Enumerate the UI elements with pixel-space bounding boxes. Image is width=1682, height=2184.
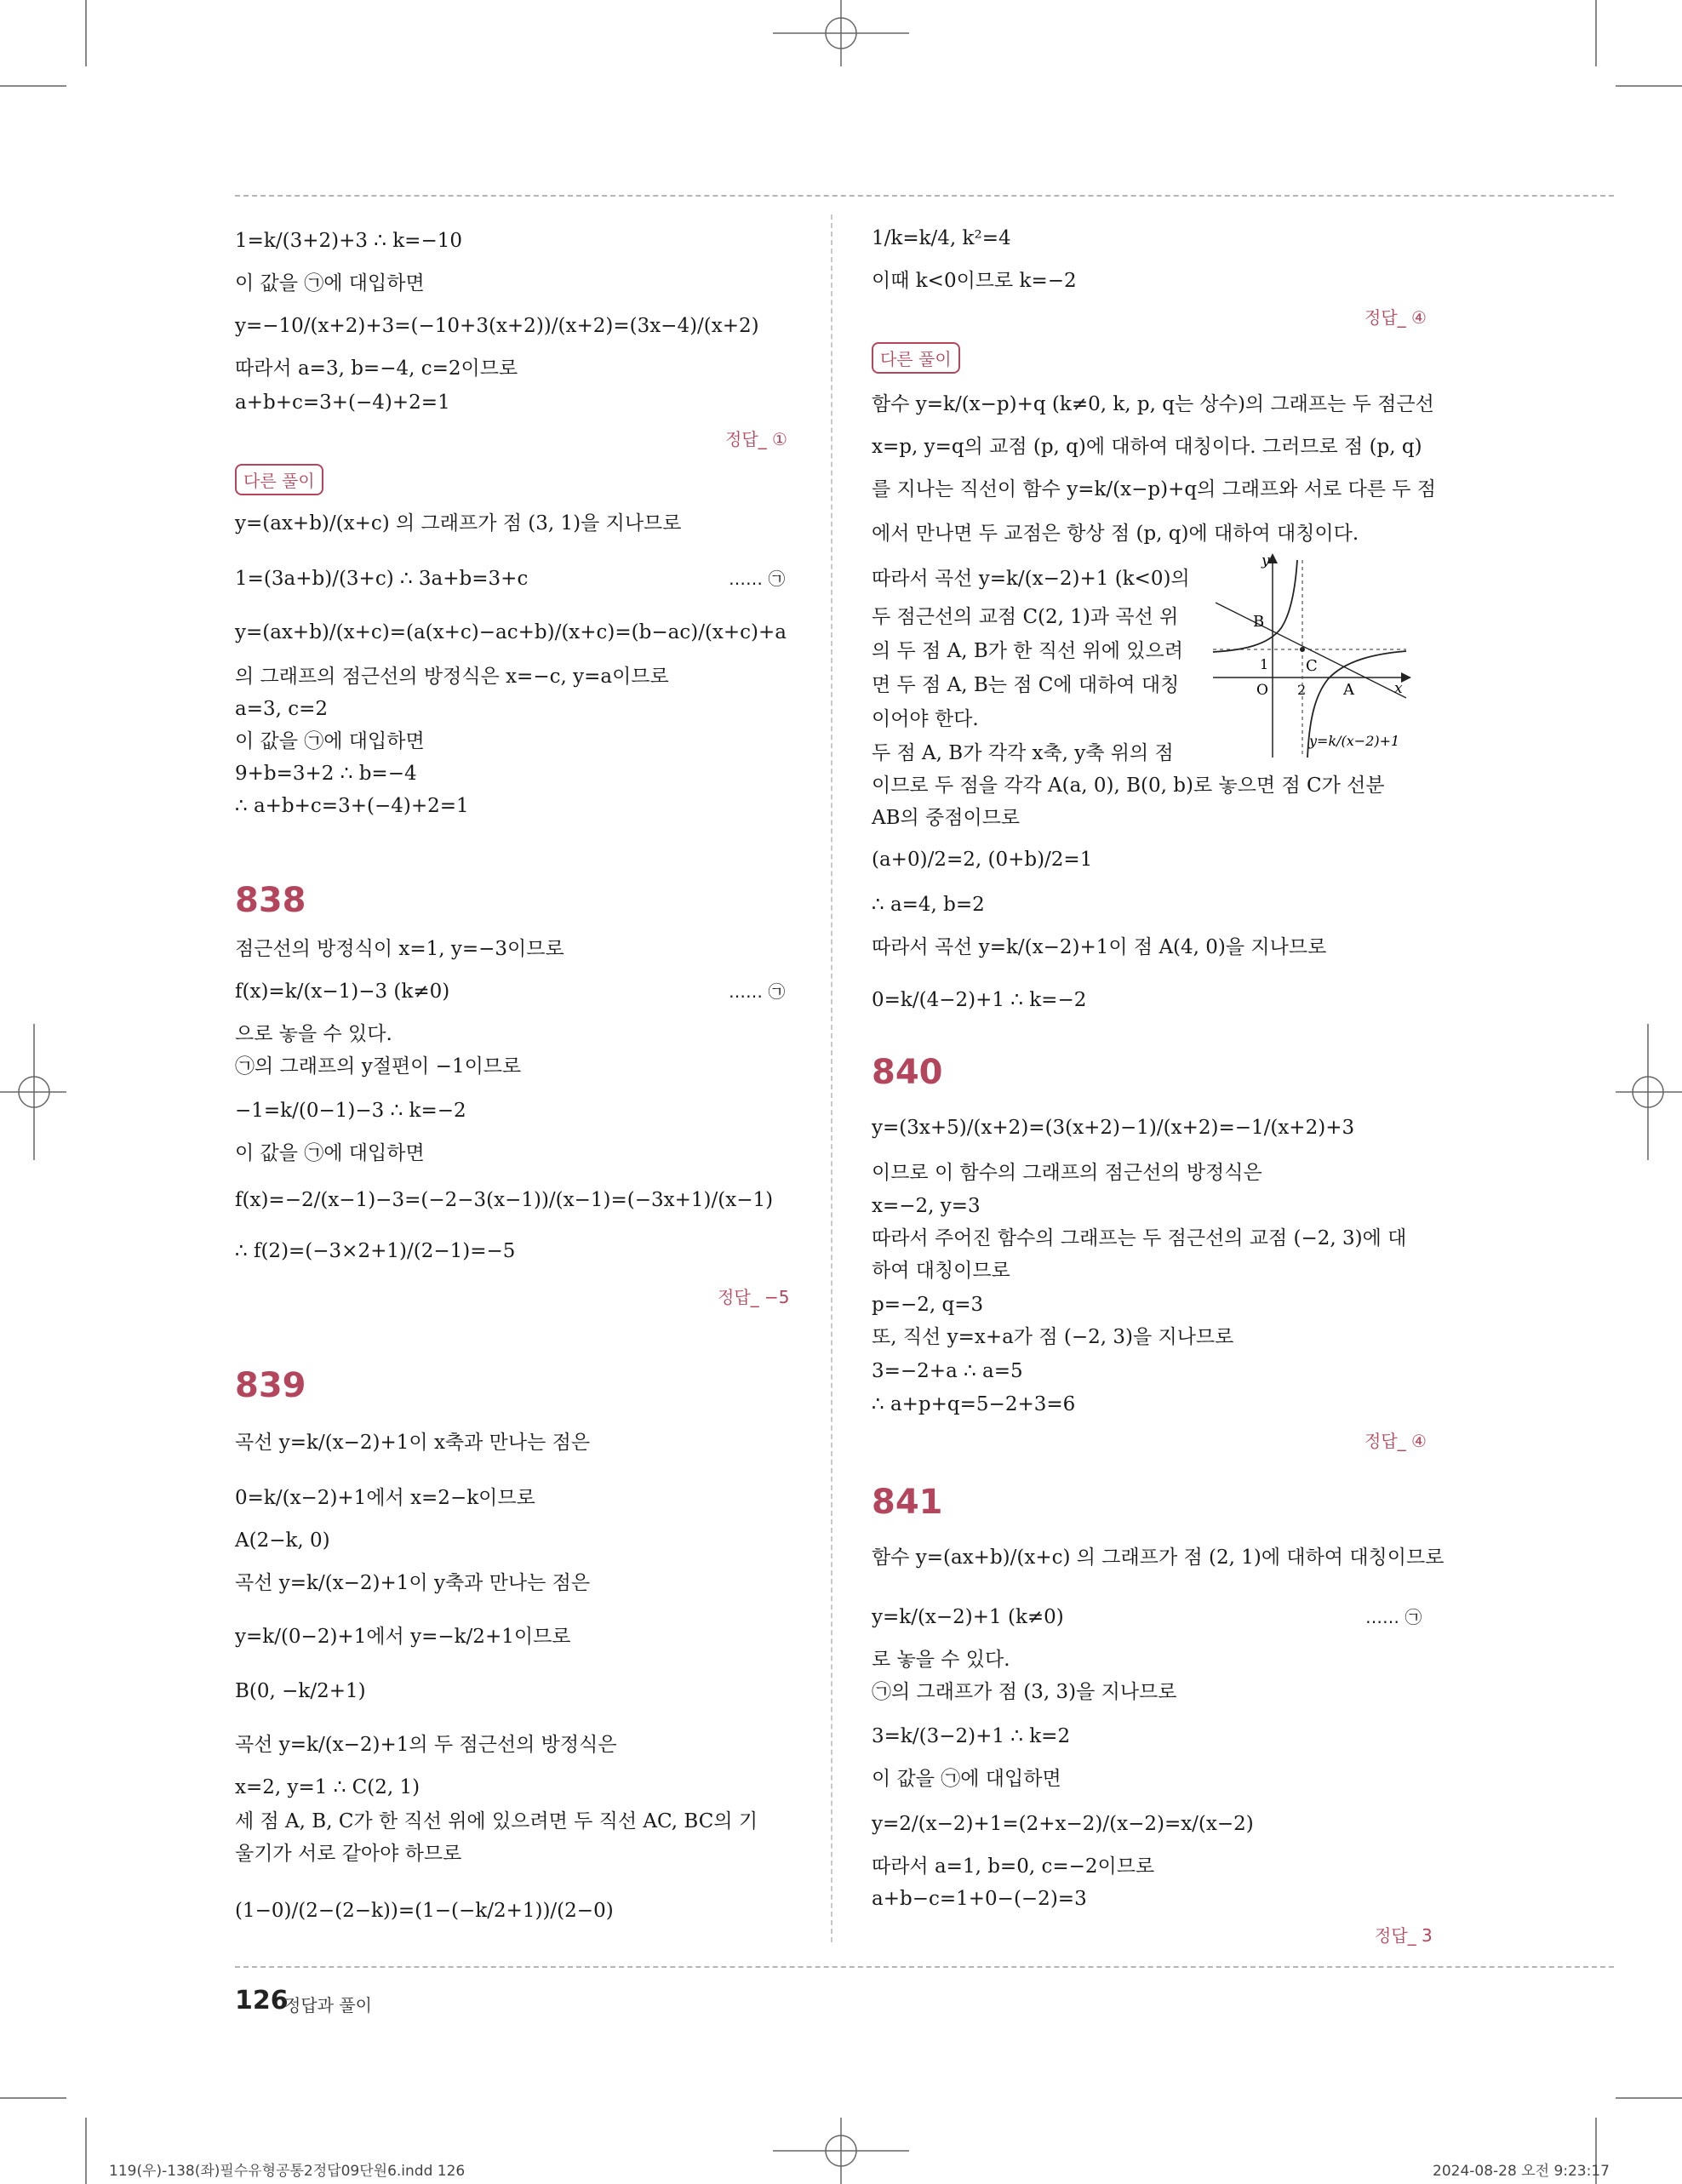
text-line: 하여 대칭이므로 <box>872 1260 1010 1282</box>
curve-left-branch <box>1213 560 1297 652</box>
problem-number-840: 840 <box>872 1053 943 1092</box>
text-line: 0=k/(4−2)+1 ∴ k=−2 <box>872 989 1087 1011</box>
registration-mark-right <box>1614 1024 1682 1160</box>
registration-mark-top <box>773 0 909 68</box>
graph-label: C <box>1306 657 1318 675</box>
text-line: ∴ f(2)=(−3×2+1)/(2−1)=−5 <box>235 1240 516 1262</box>
graph-label: O <box>1256 682 1268 699</box>
registration-mark-bottom <box>773 2116 909 2184</box>
text-line: y=(3x+5)/(x+2)=(3(x+2)−1)/(x+2)=−1/(x+2)+3 <box>872 1117 1355 1139</box>
alt-solution-badge: 다른 풀이 <box>235 464 323 495</box>
text-line: ㉠의 그래프의 y절편이 −1이므로 <box>235 1055 522 1078</box>
answer-label: 정답_ ① <box>725 429 787 449</box>
alt-solution-badge: 다른 풀이 <box>872 342 960 374</box>
registration-mark-left <box>0 1024 68 1160</box>
text-line: 에서 만나면 두 교점은 항상 점 (p, q)에 대하여 대칭이다. <box>872 523 1359 545</box>
graph-label: y <box>1262 552 1270 569</box>
text-line: A(2−k, 0) <box>235 1529 330 1552</box>
text-line: a+b−c=1+0−(−2)=3 <box>872 1888 1087 1910</box>
text-line: −1=k/(0−1)−3 ∴ k=−2 <box>235 1100 466 1122</box>
text-line: 3=−2+a ∴ a=5 <box>872 1360 1023 1382</box>
text-line: 따라서 a=1, b=0, c=−2이므로 <box>872 1855 1155 1878</box>
text-line: y=k/(0−2)+1에서 y=−k/2+1이므로 <box>235 1626 571 1648</box>
text-line: 으로 놓을 수 있다. <box>235 1023 392 1045</box>
text-line: 따라서 곡선 y=k/(x−2)+1 (k<0)의 <box>872 568 1190 590</box>
answer-label: 정답_ ④ <box>1364 307 1427 328</box>
text-line: 곡선 y=k/(x−2)+1의 두 점근선의 방정식은 <box>235 1734 617 1756</box>
text-line: 곡선 y=k/(x−2)+1이 y축과 만나는 점은 <box>235 1572 591 1594</box>
text-line: x=−2, y=3 <box>872 1195 981 1217</box>
text-line: ∴ a+p+q=5−2+3=6 <box>872 1393 1076 1415</box>
text-line: ∴ a=4, b=2 <box>872 894 985 916</box>
crop-mark <box>85 0 87 66</box>
equation-mark: …… ㉠ <box>729 569 786 589</box>
text-line: y=−10/(x+2)+3=(−10+3(x+2))/(x+2)=(3x−4)/(x+2) <box>235 315 759 337</box>
text-line: 9+b=3+2 ∴ b=−4 <box>235 763 417 785</box>
bottom-rule <box>235 1966 1614 1968</box>
text-line: 함수 y=(ax+b)/(x+c) 의 그래프가 점 (2, 1)에 대하여 대칭이므로 <box>872 1547 1445 1569</box>
text-line: 점근선의 방정식이 x=1, y=−3이므로 <box>235 938 564 960</box>
text-line: (a+0)/2=2, (0+b)/2=1 <box>872 849 1093 871</box>
text-line: 0=k/(x−2)+1에서 x=2−k이므로 <box>235 1487 535 1509</box>
graph-label: 1 <box>1260 656 1269 672</box>
text-line: 두 점 A, B가 각각 x축, y축 위의 점 <box>872 742 1174 764</box>
text-line: 의 그래프의 점근선의 방정식은 x=−c, y=a이므로 <box>235 666 669 688</box>
hyperbola-graph <box>1209 552 1413 760</box>
text-line: x=2, y=1 ∴ C(2, 1) <box>235 1776 420 1798</box>
text-line: 세 점 A, B, C가 한 직선 위에 있으려면 두 직선 AC, BC의 기 <box>235 1810 758 1832</box>
text-line: 함수 y=k/(x−p)+q (k≠0, k, p, q는 상수)의 그래프는 두 점근선 <box>872 393 1434 415</box>
text-line: a+b+c=3+(−4)+2=1 <box>235 392 450 414</box>
text-line: x=p, y=q의 교점 (p, q)에 대하여 대칭이다. 그러므로 점 (p, q) <box>872 436 1422 458</box>
text-line: y=(ax+b)/(x+c)=(a(x+c)−ac+b)/(x+c)=(b−ac)/(x+c)+a <box>235 621 787 643</box>
section-title: 정답과 풀이 <box>284 1995 372 2015</box>
graph-label: 2 <box>1297 682 1307 698</box>
crop-mark <box>1616 2097 1682 2099</box>
graph-label: y=k/(x−2)+1 <box>1309 733 1400 749</box>
text-line: y=2/(x−2)+1=(2+x−2)/(x−2)=x/(x−2) <box>872 1813 1254 1835</box>
text-line: 이므로 두 점을 각각 A(a, 0), B(0, b)로 놓으면 점 C가 선분 <box>872 775 1385 797</box>
text-line: (1−0)/(2−(2−k))=(1−(−k/2+1))/(2−0) <box>235 1900 614 1922</box>
text-line: f(x)=k/(x−1)−3 (k≠0) <box>235 981 450 1003</box>
crop-mark <box>1616 85 1682 87</box>
text-line: ㉠의 그래프가 점 (3, 3)을 지나므로 <box>872 1681 1177 1703</box>
text-line: 1=(3a+b)/(3+c) ∴ 3a+b=3+c <box>235 568 529 590</box>
text-line: 또, 직선 y=x+a가 점 (−2, 3)을 지나므로 <box>872 1326 1234 1348</box>
text-line: 를 지나는 직선이 함수 y=k/(x−p)+q의 그래프와 서로 다른 두 점 <box>872 478 1437 500</box>
graph-label: x <box>1394 680 1403 697</box>
text-line: 이 값을 ㉠에 대입하면 <box>235 272 425 294</box>
text-line: 이 값을 ㉠에 대입하면 <box>872 1768 1061 1790</box>
text-line: 면 두 점 A, B는 점 C에 대하여 대칭 <box>872 674 1180 696</box>
text-line: 따라서 주어진 함수의 그래프는 두 점근선의 교점 (−2, 3)에 대 <box>872 1227 1407 1249</box>
text-line: 따라서 a=3, b=−4, c=2이므로 <box>235 357 518 380</box>
text-line: 이때 k<0이므로 k=−2 <box>872 270 1077 292</box>
equation-mark: …… ㉠ <box>1365 1607 1422 1627</box>
text-line: 로 놓을 수 있다. <box>872 1649 1010 1671</box>
crop-mark <box>0 85 66 87</box>
text-line: 1=k/(3+2)+3 ∴ k=−10 <box>235 230 462 252</box>
print-slug-file: 119(우)-138(좌)필수유형공통2정답09단원6.indd 126 <box>109 2163 466 2180</box>
column-divider <box>831 214 832 1942</box>
crop-mark <box>0 2097 66 2099</box>
text-line: B(0, −k/2+1) <box>235 1680 366 1702</box>
graph-label: B <box>1253 613 1265 631</box>
text-line: 따라서 곡선 y=k/(x−2)+1이 점 A(4, 0)을 지나므로 <box>872 936 1327 958</box>
answer-label: 정답_ −5 <box>718 1287 790 1307</box>
crop-mark <box>85 2118 87 2184</box>
text-line: p=−2, q=3 <box>872 1294 984 1316</box>
text-line: y=(ax+b)/(x+c) 의 그래프가 점 (3, 1)을 지나므로 <box>235 512 682 535</box>
text-line: f(x)=−2/(x−1)−3=(−2−3(x−1))/(x−1)=(−3x+1)/(x−1) <box>235 1189 774 1211</box>
text-line: 곡선 y=k/(x−2)+1이 x축과 만나는 점은 <box>235 1432 591 1454</box>
line-AB <box>1216 603 1406 698</box>
problem-number-841: 841 <box>872 1483 943 1522</box>
text-line: 이어야 한다. <box>872 708 979 730</box>
text-line: 울기가 서로 같아야 하므로 <box>235 1843 462 1865</box>
graph-label: A <box>1343 681 1354 699</box>
crop-mark <box>1595 0 1597 66</box>
text-line: 1/k=k/4, k²=4 <box>872 227 1011 249</box>
text-line: y=k/(x−2)+1 (k≠0) <box>872 1606 1064 1628</box>
text-line: 의 두 점 A, B가 한 직선 위에 있으려 <box>872 640 1183 662</box>
problem-number-838: 838 <box>235 881 306 920</box>
text-line: a=3, c=2 <box>235 698 329 720</box>
answer-label: 정답_ 3 <box>1375 1925 1433 1946</box>
text-line: 두 점근선의 교점 C(2, 1)과 곡선 위 <box>872 606 1179 628</box>
text-line: ∴ a+b+c=3+(−4)+2=1 <box>235 795 469 817</box>
problem-number-839: 839 <box>235 1366 306 1405</box>
text-line: 3=k/(3−2)+1 ∴ k=2 <box>872 1725 1071 1747</box>
equation-mark: …… ㉠ <box>729 981 786 1002</box>
answer-label: 정답_ ④ <box>1364 1431 1427 1451</box>
top-rule <box>235 195 1614 197</box>
print-slug-datetime: 2024-08-28 오전 9:23:17 <box>1433 2163 1610 2180</box>
text-line: 이 값을 ㉠에 대입하면 <box>235 730 425 752</box>
text-line: 이 값을 ㉠에 대입하면 <box>235 1142 425 1164</box>
text-line: AB의 중점이므로 <box>872 807 1021 829</box>
page-number: 126 <box>235 1986 289 2015</box>
text-line: 이므로 이 함수의 그래프의 점근선의 방정식은 <box>872 1162 1262 1184</box>
